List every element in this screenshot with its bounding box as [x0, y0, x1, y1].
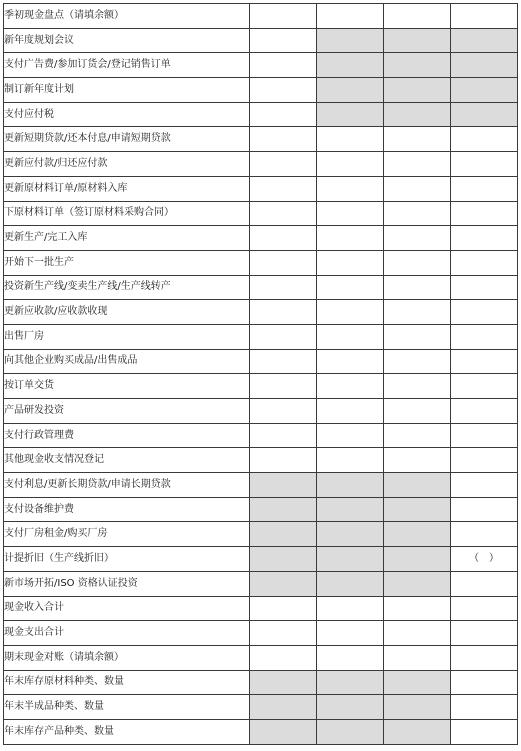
row-label: 开始下一批生产 [4, 250, 250, 275]
shaded-cell [384, 719, 451, 744]
shaded-cell [384, 473, 451, 498]
entry-cell[interactable] [384, 374, 451, 399]
row-label: 支付利息/更新长期贷款/申请长期贷款 [4, 473, 250, 498]
entry-cell[interactable] [317, 374, 384, 399]
entry-cell[interactable] [250, 250, 317, 275]
entry-cell[interactable] [451, 423, 518, 448]
entry-cell[interactable] [250, 176, 317, 201]
entry-cell[interactable] [317, 176, 384, 201]
ledger-row [4, 719, 518, 744]
ledger-row [4, 102, 518, 127]
ledger-row [4, 448, 518, 473]
entry-cell[interactable] [384, 399, 451, 424]
shaded-cell [384, 78, 451, 103]
entry-cell[interactable] [250, 374, 317, 399]
entry-cell[interactable] [451, 250, 518, 275]
ledger-row [4, 645, 518, 670]
shaded-cell [250, 695, 317, 720]
row-label: 现金支出合计 [4, 621, 250, 646]
row-label: 投资新生产线/变卖生产线/生产线转产 [4, 275, 250, 300]
row-label: 年末库存原材料种类、数量 [4, 670, 250, 695]
ledger-row [4, 78, 518, 103]
row-label: 更新短期贷款/还本付息/申请短期贷款 [4, 127, 250, 152]
row-label: 向其他企业购买成品/出售成品 [4, 349, 250, 374]
entry-cell[interactable] [451, 719, 518, 744]
entry-cell[interactable] [250, 300, 317, 325]
entry-cell[interactable] [384, 152, 451, 177]
entry-cell[interactable] [451, 127, 518, 152]
entry-cell[interactable] [384, 621, 451, 646]
shaded-cell [384, 571, 451, 596]
row-label: 支付广告费/参加订货会/登记销售订单 [4, 53, 250, 78]
ledger-row [4, 152, 518, 177]
entry-cell[interactable] [250, 349, 317, 374]
row-label: 更新原材料订单/原材料入库 [4, 176, 250, 201]
row-label: 更新应收款/应收款收现 [4, 300, 250, 325]
ledger-row [4, 522, 518, 547]
entry-cell[interactable] [451, 349, 518, 374]
row-label: 年末库存产品种类、数量 [4, 719, 250, 744]
entry-cell[interactable] [451, 374, 518, 399]
entry-cell[interactable] [317, 250, 384, 275]
shaded-cell [250, 522, 317, 547]
ledger-row [4, 571, 518, 596]
entry-cell[interactable] [250, 28, 317, 53]
shaded-cell [384, 547, 451, 572]
ledger-row [4, 374, 518, 399]
entry-cell[interactable] [384, 4, 451, 29]
shaded-cell [317, 78, 384, 103]
row-label: 期末现金对账（请填余额） [4, 645, 250, 670]
entry-cell[interactable] [384, 448, 451, 473]
entry-cell[interactable] [317, 645, 384, 670]
row-label: 季初现金盘点（请填余额） [4, 4, 250, 29]
entry-cell[interactable] [250, 621, 317, 646]
entry-cell[interactable] [451, 670, 518, 695]
entry-cell[interactable] [317, 201, 384, 226]
ledger-row [4, 250, 518, 275]
entry-cell[interactable] [384, 300, 451, 325]
operation-ledger-sheet [3, 3, 517, 745]
entry-cell[interactable] [250, 399, 317, 424]
row-label: 年末半成品种类、数量 [4, 695, 250, 720]
row-label: 出售厂房 [4, 324, 250, 349]
shaded-cell [250, 473, 317, 498]
entry-cell[interactable] [384, 250, 451, 275]
entry-cell[interactable] [250, 53, 317, 78]
ledger-row [4, 547, 518, 572]
row-label: 产品研发投资 [4, 399, 250, 424]
entry-cell[interactable] [317, 152, 384, 177]
entry-cell[interactable] [250, 226, 317, 251]
row-label: 按订单交货 [4, 374, 250, 399]
shaded-cell [384, 53, 451, 78]
entry-cell[interactable] [317, 226, 384, 251]
shaded-cell [250, 719, 317, 744]
entry-cell[interactable] [317, 596, 384, 621]
ledger-row [4, 695, 518, 720]
entry-cell[interactable] [317, 621, 384, 646]
entry-cell[interactable] [384, 324, 451, 349]
shaded-cell [384, 28, 451, 53]
shaded-cell [250, 547, 317, 572]
shaded-cell [250, 670, 317, 695]
entry-cell[interactable] [451, 300, 518, 325]
ledger-row [4, 596, 518, 621]
shaded-cell [384, 522, 451, 547]
entry-cell[interactable] [384, 201, 451, 226]
entry-cell[interactable] [384, 275, 451, 300]
entry-cell[interactable] [451, 275, 518, 300]
ledger-row [4, 275, 518, 300]
ledger-row [4, 226, 518, 251]
row-label: 现金收入合计 [4, 596, 250, 621]
entry-cell[interactable] [250, 201, 317, 226]
entry-cell[interactable] [317, 399, 384, 424]
row-label: 新市场开拓/ISO 资格认证投资 [4, 571, 250, 596]
entry-cell[interactable] [451, 226, 518, 251]
shaded-cell [317, 547, 384, 572]
shaded-cell [317, 28, 384, 53]
ledger-row [4, 4, 518, 29]
row-label: 支付厂房租金/购买厂房 [4, 522, 250, 547]
entry-cell[interactable] [384, 226, 451, 251]
entry-cell[interactable] [451, 571, 518, 596]
ledger-row [4, 324, 518, 349]
entry-cell[interactable] [250, 78, 317, 103]
entry-cell[interactable] [384, 423, 451, 448]
operation-ledger-table [3, 3, 518, 745]
entry-cell[interactable] [451, 497, 518, 522]
shaded-cell [250, 571, 317, 596]
entry-cell[interactable] [250, 596, 317, 621]
entry-cell[interactable] [250, 324, 317, 349]
entry-cell[interactable] [451, 201, 518, 226]
row-label: 支付行政管理费 [4, 423, 250, 448]
shaded-cell [317, 53, 384, 78]
ledger-row [4, 399, 518, 424]
ledger-row [4, 670, 518, 695]
ledger-row [4, 176, 518, 201]
entry-cell[interactable] [451, 4, 518, 29]
ledger-row [4, 473, 518, 498]
shaded-cell [317, 473, 384, 498]
entry-cell[interactable] [451, 695, 518, 720]
row-label: 支付设备维护费 [4, 497, 250, 522]
entry-cell[interactable] [384, 645, 451, 670]
entry-cell[interactable] [317, 127, 384, 152]
ledger-row [4, 53, 518, 78]
entry-cell[interactable] [451, 473, 518, 498]
row-label: 支付应付税 [4, 102, 250, 127]
shaded-cell [384, 670, 451, 695]
entry-cell[interactable] [317, 275, 384, 300]
shaded-cell [317, 695, 384, 720]
entry-cell[interactable] [317, 324, 384, 349]
entry-cell[interactable] [451, 152, 518, 177]
ledger-row [4, 28, 518, 53]
row-label: 制订新年度计划 [4, 78, 250, 103]
entry-cell[interactable] [250, 275, 317, 300]
shaded-cell [250, 497, 317, 522]
entry-cell[interactable] [451, 522, 518, 547]
shaded-cell [451, 28, 518, 53]
ledger-row [4, 349, 518, 374]
entry-cell[interactable] [384, 596, 451, 621]
row-label: 下原材料订单（签订原材料采购合同） [4, 201, 250, 226]
shaded-cell [384, 695, 451, 720]
entry-cell[interactable] [451, 324, 518, 349]
ledger-row [4, 423, 518, 448]
shaded-cell [317, 670, 384, 695]
shaded-cell [317, 102, 384, 127]
shaded-cell [451, 53, 518, 78]
entry-cell[interactable] [384, 349, 451, 374]
ledger-row [4, 201, 518, 226]
shaded-cell [317, 522, 384, 547]
shaded-cell [384, 102, 451, 127]
ledger-row [4, 127, 518, 152]
entry-cell[interactable] [317, 4, 384, 29]
entry-cell[interactable] [250, 448, 317, 473]
ledger-row [4, 300, 518, 325]
entry-cell[interactable] [451, 399, 518, 424]
entry-cell[interactable] [317, 349, 384, 374]
ledger-row [4, 621, 518, 646]
row-label: 计提折旧（生产线折旧） [4, 547, 250, 572]
shaded-cell [384, 497, 451, 522]
shaded-cell [451, 78, 518, 103]
entry-cell[interactable] [250, 152, 317, 177]
ledger-row [4, 497, 518, 522]
entry-cell[interactable] [451, 621, 518, 646]
entry-cell[interactable] [317, 448, 384, 473]
row-label: 更新应付款/归还应付款 [4, 152, 250, 177]
entry-cell[interactable] [384, 127, 451, 152]
entry-cell[interactable] [451, 176, 518, 201]
entry-cell[interactable] [250, 127, 317, 152]
shaded-cell [317, 719, 384, 744]
entry-cell[interactable] [317, 423, 384, 448]
shaded-cell [451, 102, 518, 127]
entry-cell[interactable]: （ ） [451, 547, 518, 572]
entry-cell[interactable] [451, 448, 518, 473]
ledger-body [4, 4, 518, 745]
row-label: 新年度规划会议 [4, 28, 250, 53]
shaded-cell [317, 497, 384, 522]
shaded-cell [317, 571, 384, 596]
entry-cell[interactable] [451, 596, 518, 621]
row-label: 更新生产/完工入库 [4, 226, 250, 251]
entry-cell[interactable] [250, 102, 317, 127]
entry-cell[interactable] [384, 176, 451, 201]
entry-cell[interactable] [250, 4, 317, 29]
entry-cell[interactable] [250, 645, 317, 670]
row-label: 其他现金收支情况登记 [4, 448, 250, 473]
entry-cell[interactable] [451, 645, 518, 670]
entry-cell[interactable] [250, 423, 317, 448]
entry-cell[interactable] [317, 300, 384, 325]
